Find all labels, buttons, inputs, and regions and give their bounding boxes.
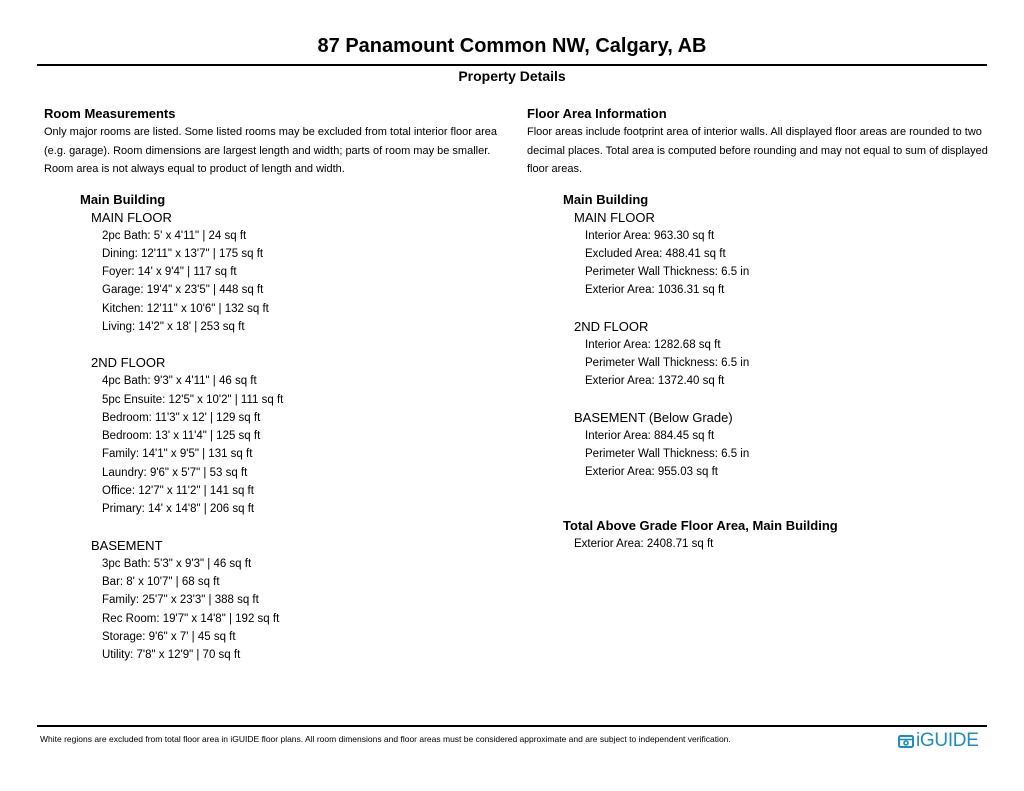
room-building-name: Main Building — [80, 191, 166, 207]
floor-heading: MAIN FLOOR — [91, 209, 172, 225]
floor-heading: 2ND FLOOR — [574, 318, 649, 334]
total-area-heading: Total Above Grade Floor Area, Main Building — [563, 518, 838, 534]
iguide-camera-icon — [898, 733, 914, 749]
room-floor-2nd — [91, 354, 514, 518]
room-building-block — [80, 191, 514, 665]
room-item: Bedroom: 13' x 11'4" | 125 sq ft — [102, 430, 261, 443]
spacer — [80, 519, 514, 537]
room-item: Foyer: 14' x 9'4" | 117 sq ft — [102, 266, 237, 279]
area-floor-2nd — [574, 318, 997, 391]
room-measurements-description: Only major rooms are listed. Some listed rooms may be excluded from total interior floor area (e.g. garage). Room dimensions are largest length and width; parts of room may be smaller. Room area is not always equal to product of length and width. — [44, 126, 498, 175]
room-floor-main — [91, 209, 514, 337]
room-measurements-section — [44, 106, 514, 664]
area-item: Exterior Area: 1372.40 sq ft — [585, 375, 725, 388]
area-floor-main — [574, 209, 997, 300]
footer-disclaimer: White regions are excluded from total floor area in iGUIDE floor plans. All room dimensions and floor areas must be considered approximate and are subject to independent verification. — [40, 734, 731, 744]
floor-heading: BASEMENT — [91, 537, 163, 553]
spacer — [563, 391, 997, 409]
room-item: Living: 14'2" x 18' | 253 sq ft — [102, 320, 245, 333]
room-item: 3pc Bath: 5'3" x 9'3" | 46 sq ft — [102, 557, 252, 570]
area-building-name: Main Building — [563, 191, 649, 207]
room-item: Dining: 12'11" x 13'7" | 175 sq ft — [102, 247, 264, 260]
room-item: Office: 12'7" x 11'2" | 141 sq ft — [102, 485, 254, 498]
room-measurements-heading: Room Measurements — [44, 106, 176, 121]
spacer — [80, 336, 514, 354]
room-item: Kitchen: 12'11" x 10'6" | 132 sq ft — [102, 302, 269, 315]
room-item: Bar: 8' x 10'7" | 68 sq ft — [102, 575, 220, 588]
room-item: Primary: 14' x 14'8" | 206 sq ft — [102, 503, 255, 516]
total-area-block — [563, 517, 997, 553]
total-area-value: Exterior Area: 2408.71 sq ft — [574, 538, 714, 551]
room-item: 2pc Bath: 5' x 4'11" | 24 sq ft — [102, 229, 247, 242]
spacer — [563, 300, 997, 318]
page-subtitle: Property Details — [458, 68, 566, 84]
area-item: Excluded Area: 488.41 sq ft — [585, 247, 726, 260]
area-item: Interior Area: 1282.68 sq ft — [585, 338, 721, 351]
title-divider — [37, 64, 987, 66]
area-floor-basement — [574, 409, 997, 482]
room-item: Bedroom: 11'3" x 12' | 129 sq ft — [102, 411, 261, 424]
area-item: Perimeter Wall Thickness: 6.5 in — [585, 266, 750, 279]
room-item: Laundry: 9'6" x 5'7" | 53 sq ft — [102, 466, 248, 479]
floor-area-description: Floor areas include footprint area of interior walls. All displayed floor areas are rounded to two decimal places. Total area is computed before rounding and may not equal to sum of displayed floor areas. — [527, 126, 988, 175]
room-item: Storage: 9'6" x 7' | 45 sq ft — [102, 630, 236, 643]
room-item: Utility: 7'8" x 12'9" | 70 sq ft — [102, 649, 241, 662]
area-item: Exterior Area: 1036.31 sq ft — [585, 284, 725, 297]
floor-heading: 2ND FLOOR — [91, 355, 166, 371]
room-item: 5pc Ensuite: 12'5" x 10'2" | 111 sq ft — [102, 393, 284, 406]
area-item: Perimeter Wall Thickness: 6.5 in — [585, 447, 750, 460]
area-item: Interior Area: 963.30 sq ft — [585, 229, 715, 242]
spacer — [563, 481, 997, 517]
iguide-logo — [898, 730, 979, 752]
room-item: Rec Room: 19'7" x 14'8" | 192 sq ft — [102, 612, 280, 625]
area-building-block — [563, 191, 997, 518]
floor-area-heading: Floor Area Information — [527, 106, 667, 121]
room-item: 4pc Bath: 9'3" x 4'11" | 46 sq ft — [102, 375, 257, 388]
floor-heading: MAIN FLOOR — [574, 209, 655, 225]
area-item: Interior Area: 884.45 sq ft — [585, 429, 715, 442]
floor-heading: BASEMENT (Below Grade) — [574, 409, 733, 425]
area-item: Perimeter Wall Thickness: 6.5 in — [585, 356, 750, 369]
area-item: Exterior Area: 955.03 sq ft — [585, 466, 718, 479]
floor-area-section — [527, 106, 997, 553]
room-item: Garage: 19'4" x 23'5" | 448 sq ft — [102, 284, 264, 297]
room-item: Family: 14'1" x 9'5" | 131 sq ft — [102, 448, 253, 461]
footer-divider — [37, 725, 987, 727]
page-title: 87 Panamount Common NW, Calgary, AB — [317, 35, 707, 57]
room-item: Family: 25'7" x 23'3" | 388 sq ft — [102, 594, 259, 607]
room-floor-basement — [91, 537, 514, 665]
iguide-logo-text: iGUIDE — [916, 730, 979, 751]
